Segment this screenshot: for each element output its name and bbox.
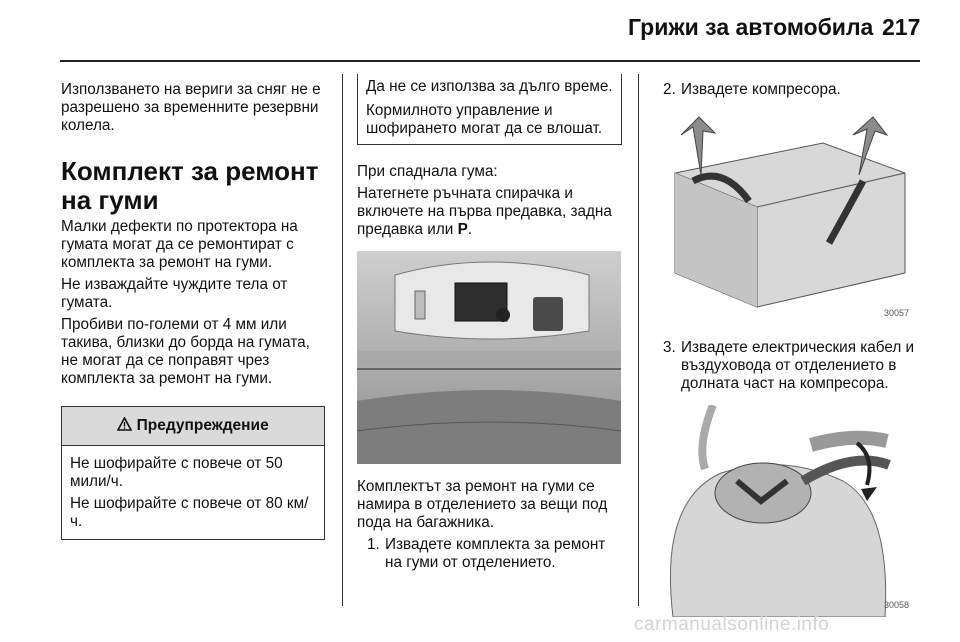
step-text: Извадете компресора.	[681, 81, 841, 98]
warning-box	[61, 406, 325, 540]
trunk-compartment-illustration	[357, 251, 621, 464]
step-number: 3.	[663, 339, 676, 356]
step-3	[653, 339, 923, 393]
page-header-title: Грижи за автомобила	[628, 14, 874, 40]
caution-line: Да не се използва за дълго време.	[366, 78, 613, 95]
figure-number: 30057	[883, 308, 909, 318]
column-divider-2	[638, 74, 639, 606]
column-3	[653, 81, 923, 631]
brake-end: .	[467, 221, 473, 238]
step-number: 1.	[367, 536, 380, 553]
warning-line: Не шофирайте с повече от 50 мили/ч.	[70, 455, 283, 490]
warning-line: Не шофирайте с повече от 80 км/ч.	[70, 495, 309, 530]
watermark: carmanualsonline.info	[634, 614, 830, 635]
paragraph: Не изваждайте чуждите тела от гумата.	[61, 276, 288, 311]
brake-text: Натегнете ръчната спирачка и включете на първа предавка, задна предавка или	[357, 185, 612, 238]
caution-line: Кормилното управление и шофирането могат да се влошат.	[366, 102, 603, 137]
column-1	[61, 81, 326, 540]
column-2	[357, 78, 623, 572]
step-1	[357, 536, 623, 572]
park-gear-letter: P	[457, 221, 468, 238]
page-number: 217	[882, 14, 921, 40]
header-rule	[60, 60, 920, 62]
section-heading: Комплект за ремонт на гуми	[61, 156, 319, 215]
kit-location: Комплектът за ремонт на гуми се намира в отделението за вещи под пода на багажника.	[357, 478, 608, 531]
warning-triangle-icon	[117, 417, 132, 431]
paragraph: Пробиви по-големи от 4 мм или такива, близки до борда на гумата, не могат да се поправят чрез комплекта за ремонт на гуми.	[61, 316, 310, 387]
warning-title: Предупреждение	[136, 417, 269, 434]
flat-tyre-label: При спаднала гума:	[357, 163, 498, 180]
brake-instruction	[357, 185, 623, 239]
caution-box-continued	[357, 74, 622, 145]
compressor-removal-illustration	[653, 111, 915, 325]
column-divider-1	[342, 74, 343, 606]
warning-header	[62, 407, 324, 446]
step-text: Извадете електрическия кабел и въздуховода от отделението в долната част на компресора.	[681, 339, 915, 392]
step-number: 2.	[663, 81, 676, 98]
step-text: Извадете комплекта за ремонт на гуми от отделението.	[385, 536, 606, 571]
step-2	[653, 81, 923, 99]
warning-body	[62, 446, 324, 539]
figure-number: 30058	[883, 600, 909, 610]
snow-chain-note: Използването на вериги за сняг не е разрешено за временните резервни колела.	[61, 81, 321, 134]
cable-hose-illustration	[653, 405, 915, 617]
paragraph: Малки дефекти по протектора на гумата могат да се ремонтират с комплекта за ремонт на гуми.	[61, 218, 298, 271]
